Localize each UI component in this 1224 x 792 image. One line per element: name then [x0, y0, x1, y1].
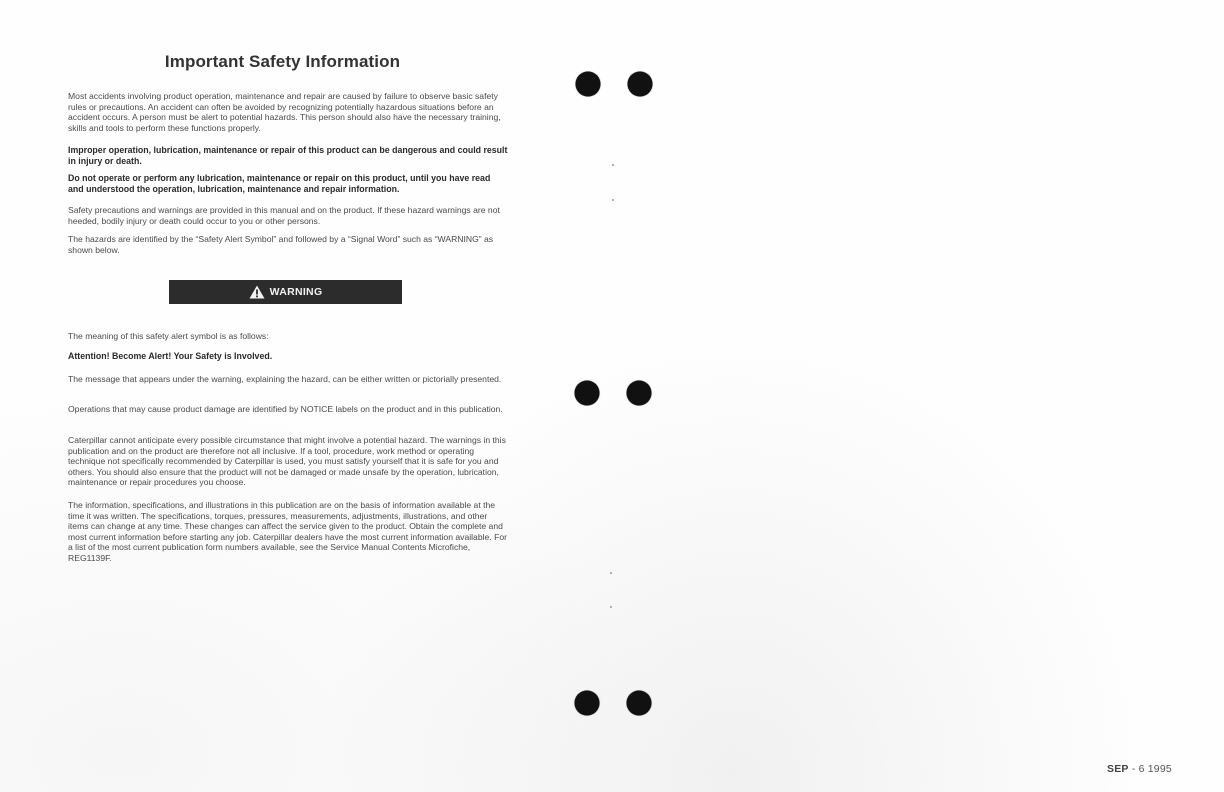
binder-hole: [576, 72, 601, 97]
scan-speck: [610, 606, 612, 608]
warning-signal-word: WARNING: [269, 286, 323, 298]
do-not-operate-statement: Do not operate or perform any lubrication, maintenance or repair on this product, until you have read and understood the operation, lubrication, maintenance and repair information.: [68, 173, 491, 194]
stamp-day: 6: [1138, 763, 1145, 775]
binder-hole: [575, 381, 600, 406]
warning-message-paragraph: The message that appears under the warning, explaining the hazard, can be either written or pictorially presented.: [68, 374, 502, 384]
warning-banner: [169, 280, 402, 304]
intro-paragraph: Most accidents involving product operation, maintenance and repair are caused by failure to observe basic safety rules or precautions. An accident can often be avoided by recognizing potentially hazardous situations before an accident occurs. A person must be alert to potential hazards. This person should also have the necessary training, skills and tools to perform these functions properly.: [68, 91, 501, 133]
date-received-stamp: [1107, 763, 1172, 775]
binder-hole: [627, 381, 652, 406]
caterpillar-disclaimer-paragraph: Caterpillar cannot anticipate every possible circumstance that might involve a potential hazard. The warnings in this publication and on the product are therefore not all inclusive. If a tool, procedure, work method or operating technique not specifically recommended by Caterpillar is used, you must satisfy yourself that it is safe for you and others. You should also ensure that the product will not be damaged or made unsafe by the operation, lubrication, maintenance or repair procedures you choose.: [68, 435, 506, 488]
stamp-separator: -: [1131, 763, 1136, 775]
hazard-identification-paragraph: The hazards are identified by the “Safety Alert Symbol” and followed by a “Signal Word” such as “WARNING” as shown below.: [68, 234, 494, 255]
notice-paragraph: Operations that may cause product damage are identified by NOTICE labels on the product and in this publication.: [68, 404, 503, 414]
scan-speck: [612, 199, 614, 201]
scan-speck: [612, 164, 614, 166]
symbol-meaning-paragraph: The meaning of this safety alert symbol is as follows:: [68, 331, 269, 341]
binder-hole: [628, 72, 653, 97]
page-title: Important Safety Information: [164, 52, 401, 71]
scan-speck: [610, 572, 612, 574]
stamp-year: 1995: [1147, 763, 1172, 775]
binder-hole: [627, 691, 652, 716]
stamp-month: SEP: [1107, 763, 1129, 775]
safety-alert-triangle-icon: [249, 285, 265, 299]
safety-precautions-paragraph: Safety precautions and warnings are provided in this manual and on the product. If these hazard warnings are not heeded, bodily injury or death could occur to you or other persons.: [68, 205, 500, 226]
binder-hole: [575, 691, 600, 716]
danger-statement: Improper operation, lubrication, maintenance or repair of this product can be dangerous and could result in injury or death.: [68, 145, 508, 166]
attention-statement: Attention! Become Alert! Your Safety is Involved.: [68, 351, 273, 361]
information-currency-paragraph: The information, specifications, and illustrations in this publication are on the basis of information available at the time it was written. The specifications, torques, pressures, measurements, adjustments, illustrations, and other items can change at any time. These changes can affect the service given to the product. Obtain the complete and most current information before starting any job. Caterpillar dealers have the most current information available. For a list of the most current publication form numbers available, see the Service Manual Contents Microfiche, REG1139F.: [68, 500, 507, 563]
